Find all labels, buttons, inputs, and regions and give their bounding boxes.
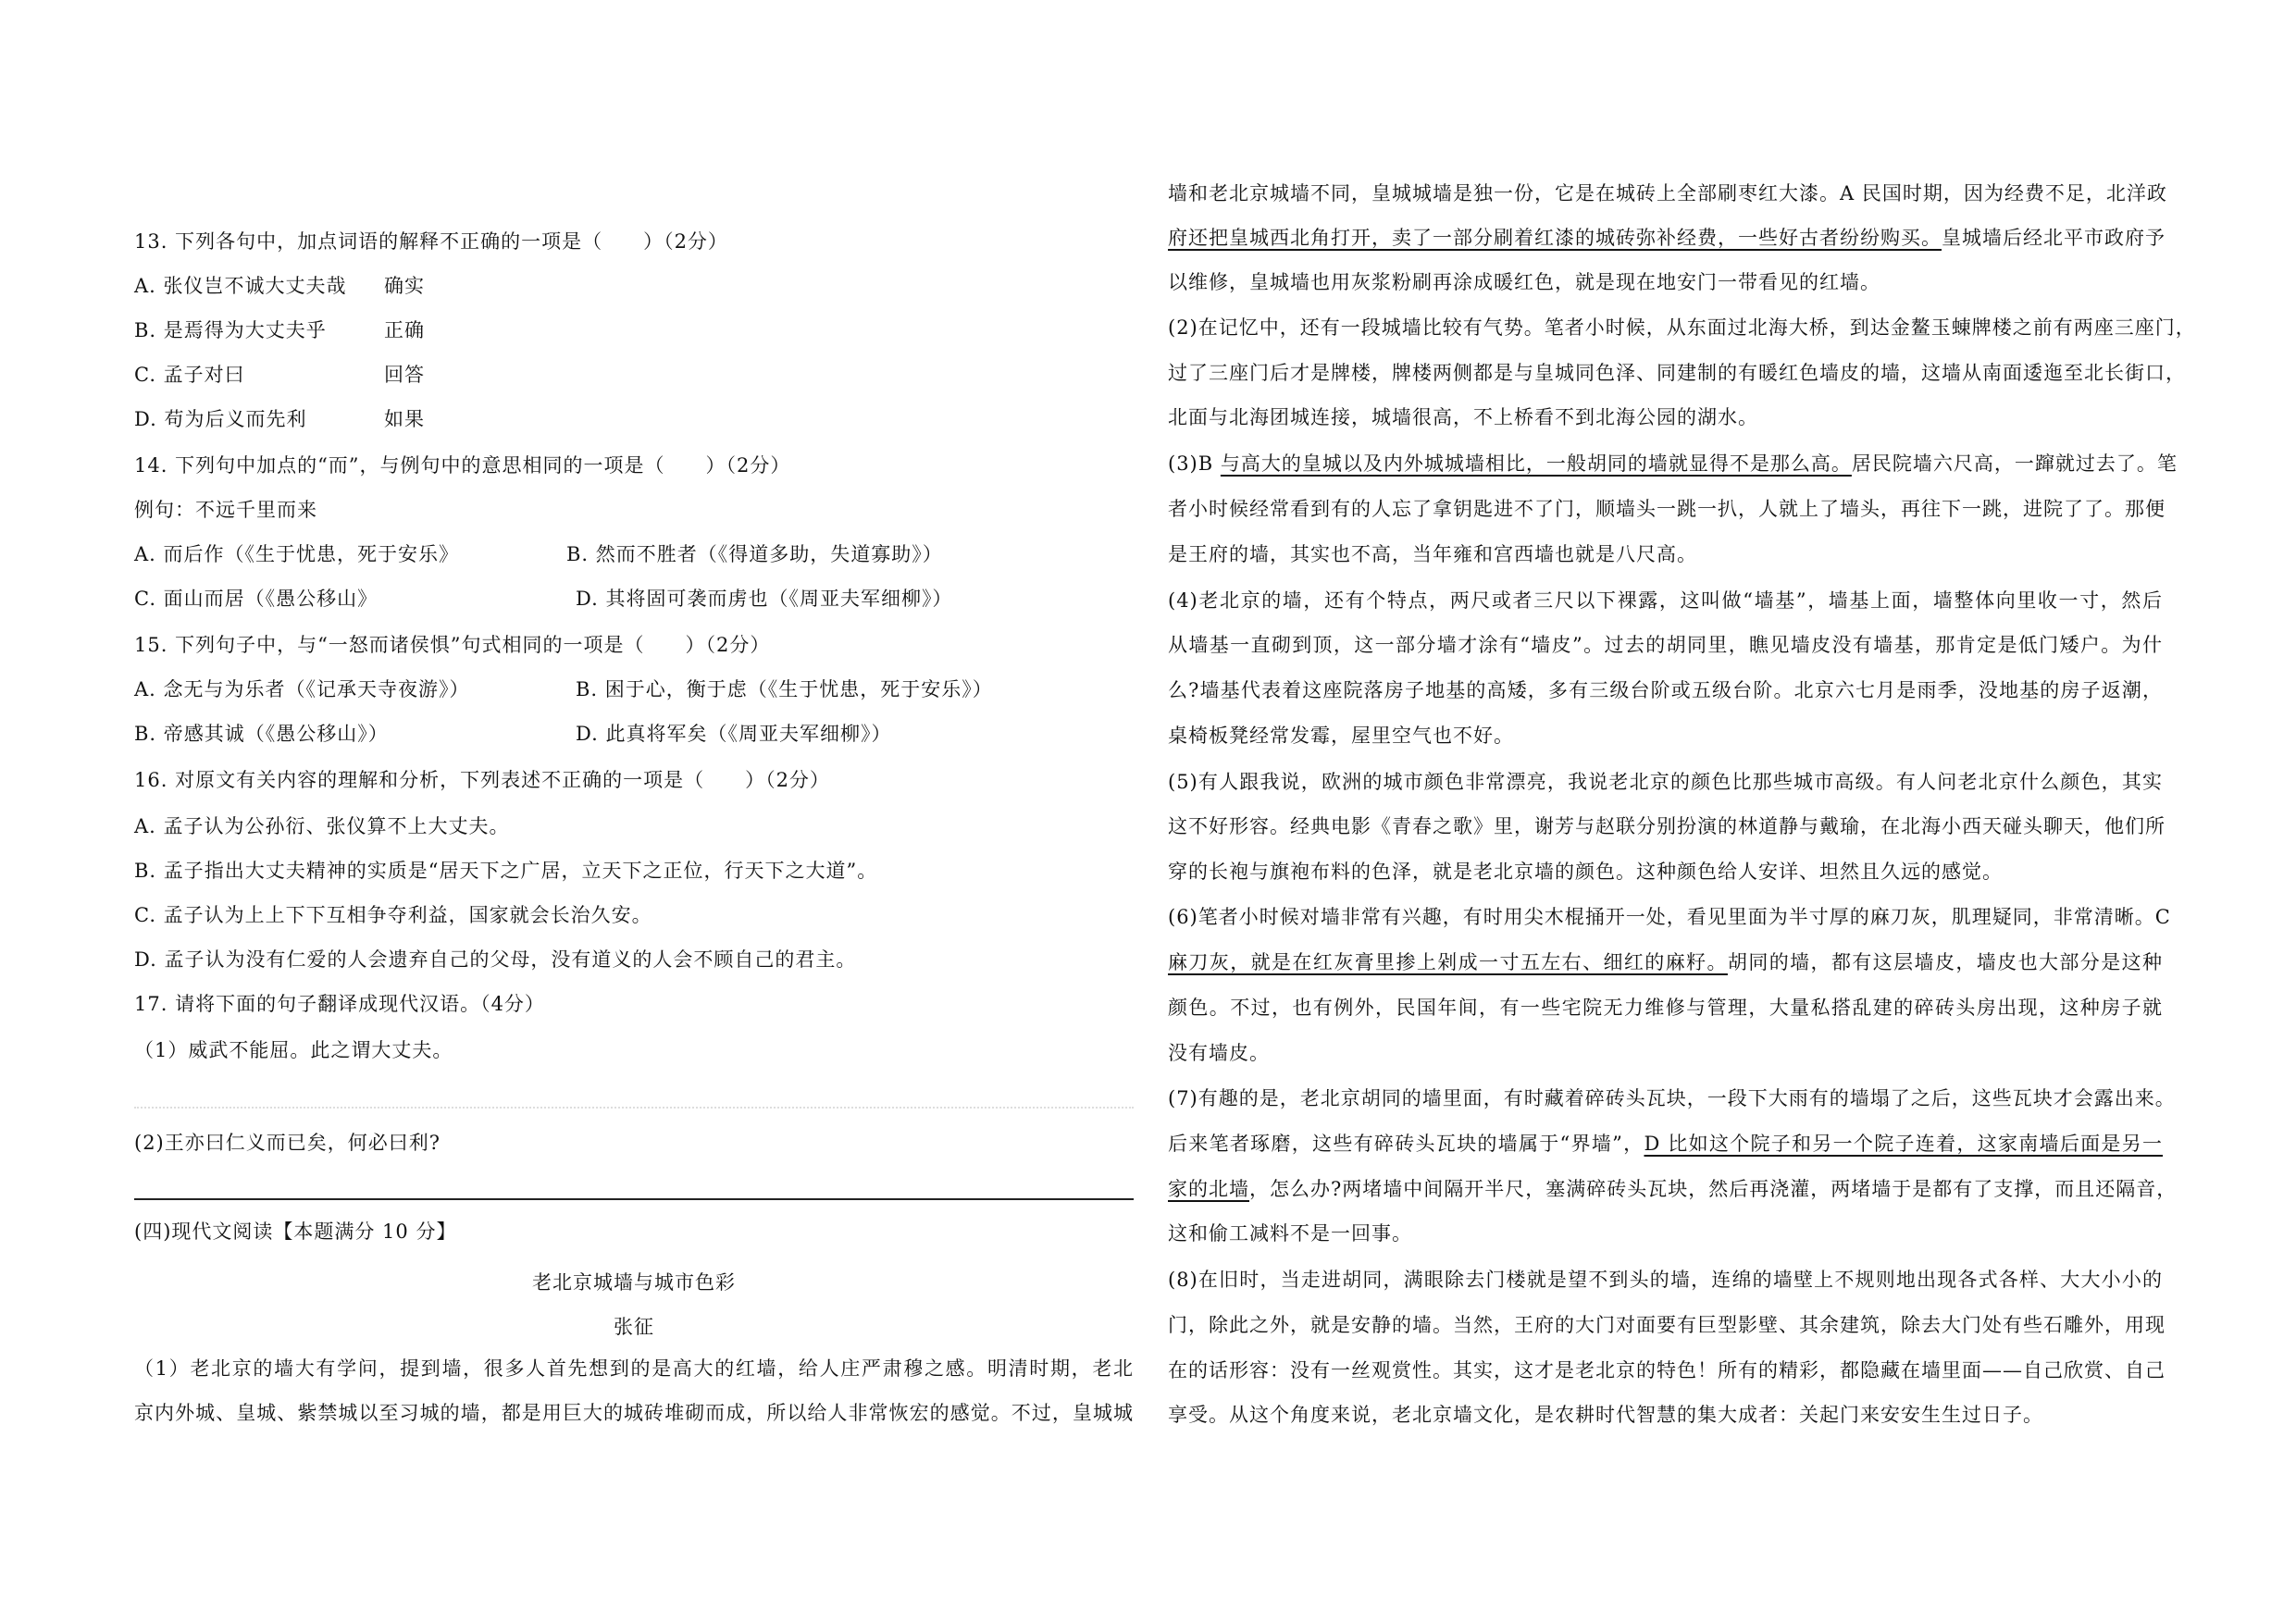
text-span: 没有墙皮。: [1168, 1042, 1270, 1064]
underlined-text: 麻刀灰，就是在红灰膏里掺上剁成一寸五左右、细红的麻籽。: [1168, 951, 1728, 973]
q16-option-d: D. 孟子认为没有仁爱的人会遗弃自己的父母，没有道义的人会不顾自己的君主。: [134, 948, 857, 971]
text-span: 是王府的墙，其实也不高，当年雍和宫西墙也就是八尺高。: [1168, 543, 1697, 565]
article-line: [1168, 226, 2166, 250]
underlined-text: 与高大的皇城以及内外城城墙相比，一般胡同的墙就显得不是那么高。: [1220, 452, 1852, 475]
q16-option-c: C. 孟子认为上上下下互相争夺利益，国家就会长治久安。: [134, 904, 652, 926]
article-line: [1168, 724, 1514, 748]
text-span: (6)笔者小时候对墙非常有兴趣，有时用尖木棍捅开一处，看见里面为半寸厚的麻刀灰，肌理疑同，非常清晰。C: [1168, 906, 2171, 928]
text-span: 门，除此之外，就是安静的墙。当然，王府的大门对面要有巨型影壁、其余建筑，除去大门处有些石雕外，用现: [1168, 1314, 2166, 1336]
q14-example: 例句：不远千里而来: [134, 499, 317, 521]
q15-option-a: A. 念无与为乐者（《记承天寺夜游》）: [134, 678, 470, 700]
q17-sentence-1: （1）威武不能屈。此之谓大丈夫。: [134, 1039, 453, 1061]
text-span: 墙和老北京城墙不同，皇城城墙是独一份，它是在城砖上全部刷枣红大漆。A 民国时期，因为经费不足，北洋政: [1168, 182, 2167, 204]
text-span: (5)有人跟我说，欧洲的城市颜色非常漂亮，我说老北京的颜色比那些城市高级。有人问老北京什么颜色，其实: [1168, 771, 2163, 793]
q17-stem: 17. 请将下面的句子翻译成现代汉语。（4分）: [134, 993, 545, 1015]
q14-option-d: D. 其将固可袭而虏也（《周亚夫军细柳》）: [576, 588, 953, 610]
answer-line-1[interactable]: [134, 1107, 1134, 1109]
q15-option-d: D. 此真将军矣（《周亚夫军细柳》）: [576, 723, 892, 745]
underlined-text: 家的北墙: [1168, 1178, 1249, 1200]
q16-option-b: B. 孟子指出大丈夫精神的实质是“居天下之广居，立天下之正位，行天下之大道”。: [134, 860, 878, 882]
q14-option-b: B. 然而不胜者（《得道多助，失道寡助》）: [566, 543, 943, 565]
text-span: (4)老北京的墙，还有个特点，两尺或者三尺以下裸露，这叫做“墙基”，墙基上面，墙整体向里收一寸，然后: [1168, 589, 2163, 612]
article-line: [1168, 814, 2166, 838]
article-line: [1168, 1403, 2043, 1427]
text-span: 颜色。不过，也有例外，民国年间，有一些宅院无力维修与管理，大量私搭乱建的碎砖头房出现，这种房子就: [1168, 997, 2163, 1019]
text-span: 胡同的墙，都有这层墙皮，墙皮也大部分是这种: [1727, 951, 2164, 973]
text-span: 在的话形容：没有一丝观赏性。其实，这才是老北京的特色！所有的精彩，都隐藏在墙里面——自己欣赏、自己: [1168, 1359, 2166, 1381]
q16-stem: 16. 对原文有关内容的理解和分析，下列表述不正确的一项是（ ）（2分）: [134, 769, 830, 791]
q15-option-b: B. 困于心，衡于虑（《生于忧患，死于安乐》）: [576, 678, 993, 700]
text-span: 穿的长袍与旗袍布料的色泽，就是老北京墙的颜色。这种颜色给人安详、坦然且久远的感觉。: [1168, 861, 2003, 883]
article-line: [1168, 1221, 1412, 1245]
article-line: [1168, 1177, 2178, 1201]
text-span: 桌椅板凳经常发霉，屋里空气也不好。: [1168, 725, 1514, 747]
q16-option-a: A. 孟子认为公孙衍、张仪算不上大丈夫。: [134, 815, 510, 837]
text-span: 这和偷工减料不是一回事。: [1168, 1222, 1412, 1245]
text-span: 享受。从这个角度来说，老北京墙文化，是农耕时代智慧的集大成者：关起门来安安生生过日子。: [1168, 1404, 2043, 1426]
article-line: [1168, 1132, 2163, 1156]
text-span: 北面与北海团城连接，城墙很高，不上桥看不到北海公园的湖水。: [1168, 406, 1758, 428]
text-span: 过了三座门后才是牌楼，牌楼两侧都是与皇城同色泽、同建制的有暖红色墙皮的墙，这墙从南面逶迤至北长街口，: [1168, 362, 2186, 384]
article-line: [1168, 996, 2163, 1020]
article-line: [1168, 181, 2167, 205]
text-span: ，怎么办?两堵墙中间隔开半尺，塞满碎砖头瓦块，然后再浇灌，两堵墙于是都有了支撑，而且还隔音，: [1249, 1178, 2178, 1200]
q14-option-c: C. 面山而居（《愚公移山》: [134, 588, 379, 610]
article-line: [1168, 1041, 1270, 1065]
article-line: [1168, 950, 2163, 974]
article-line: [1168, 905, 2171, 929]
article-line: [1168, 633, 2163, 657]
q13-option-c: C. 孟子对曰 回答: [134, 364, 425, 386]
article-line: [1168, 497, 2166, 521]
text-span: 么?墙基代表着这座院落房子地基的高矮，多有三级台阶或五级台阶。北京六七月是雨季，没地基的房子返潮，: [1168, 679, 2163, 701]
article-line: [1168, 452, 2178, 476]
text-span: (7)有趣的是，老北京胡同的墙里面，有时藏着碎砖头瓦块，一段下大雨有的墙塌了之后，这些瓦块才会露出来。: [1168, 1087, 2176, 1109]
article-line: [1168, 316, 2196, 340]
answer-line-2[interactable]: [134, 1198, 1134, 1200]
paragraph-1-line-2: 京内外城、皇城、紫禁城以至习城的墙，都是用巨大的城砖堆砌而成，所以给人非常恢宏的感觉。不过，皇城城: [134, 1402, 1134, 1424]
article-author: 张征: [614, 1316, 654, 1338]
text-span: 这不好形容。经典电影《青春之歌》里，谢芳与赵联分别扮演的林道静与戴瑜，在北海小西天碰头聊天，他们所: [1168, 815, 2166, 837]
underlined-text: 府还把皇城西北角打开，卖了一部分刷着红漆的城砖弥补经费，一些好古者纷纷购买。: [1168, 227, 1942, 249]
article-line: [1168, 1313, 2166, 1337]
section-heading: (四)现代文阅读【本题满分 10 分】: [134, 1220, 457, 1243]
text-span: 皇城墙后经北平市政府予: [1942, 227, 2166, 249]
underlined-text: D 比如这个院子和另一个院子连着，这家南墙后面是另一: [1644, 1133, 2163, 1155]
article-line: [1168, 1358, 2166, 1382]
text-span: 以维修，皇城墙也用灰浆粉刷再涂成暖红色，就是现在地安门一带看见的红墙。: [1168, 271, 1880, 293]
q17-sentence-2: (2)王亦曰仁义而已矣，何必曰利?: [134, 1132, 441, 1154]
article-line: [1168, 588, 2163, 613]
text-span: (3)B: [1168, 452, 1221, 475]
article-title: 老北京城墙与城市色彩: [532, 1271, 736, 1294]
text-span: 后来笔者琢磨，这些有碎砖头瓦块的墙属于“界墙”，: [1168, 1133, 1644, 1155]
text-span: 居民院墙六尺高，一蹿就过去了。笔: [1851, 452, 2178, 475]
article-line: [1168, 1086, 2176, 1110]
article-line: [1168, 270, 1880, 294]
q13-option-d: D. 苟为后义而先利 如果: [134, 408, 425, 430]
text-span: (8)在旧时，当走进胡同，满眼除去门楼就是望不到头的墙，连绵的墙壁上不规则地出现各式各样、大大小小的: [1168, 1269, 2163, 1291]
q15-stem: 15. 下列句子中，与“一怒而诸侯惧”句式相同的一项是（ ）（2分）: [134, 634, 771, 656]
article-line: [1168, 678, 2163, 702]
q14-option-a: A. 而后作（《生于忧患，死于安乐》: [134, 543, 460, 565]
article-line: [1168, 361, 2186, 385]
text-span: 者小时候经常看到有的人忘了拿钥匙进不了门，顺墙头一跳一扒，人就上了墙头，再往下一跳，进院了了。那便: [1168, 498, 2166, 520]
article-line: [1168, 860, 2003, 884]
q13-option-b: B. 是焉得为大丈夫乎 正确: [134, 319, 425, 341]
article-line: [1168, 405, 1758, 429]
q13-stem: 13. 下列各句中，加点词语的解释不正确的一项是（ ）（2分）: [134, 230, 728, 253]
q13-option-a: A. 张仪岂不诚大丈夫哉 确实: [134, 275, 425, 297]
text-span: 从墙基一直砌到顶，这一部分墙才涂有“墙皮”。过去的胡同里，瞧见墙皮没有墙基，那肯定是低门矮户。为什: [1168, 634, 2163, 656]
article-line: [1168, 542, 1697, 566]
paragraph-1-line-1: （1）老北京的墙大有学问，提到墙，很多人首先想到的是高大的红墙，给人庄严肃穆之感。明清时期，老北: [134, 1357, 1134, 1380]
q14-stem: 14. 下列句中加点的“而”，与例句中的意思相同的一项是（ ）（2分）: [134, 454, 791, 477]
article-line: [1168, 770, 2163, 794]
q15-option-c: B. 帝感其诚（《愚公移山》）: [134, 723, 389, 745]
article-line: [1168, 1268, 2163, 1292]
text-span: (2)在记忆中，还有一段城墙比较有气势。笔者小时候，从东面过北海大桥，到达金鳌玉蝀牌楼之前有两座三座门，: [1168, 316, 2196, 339]
